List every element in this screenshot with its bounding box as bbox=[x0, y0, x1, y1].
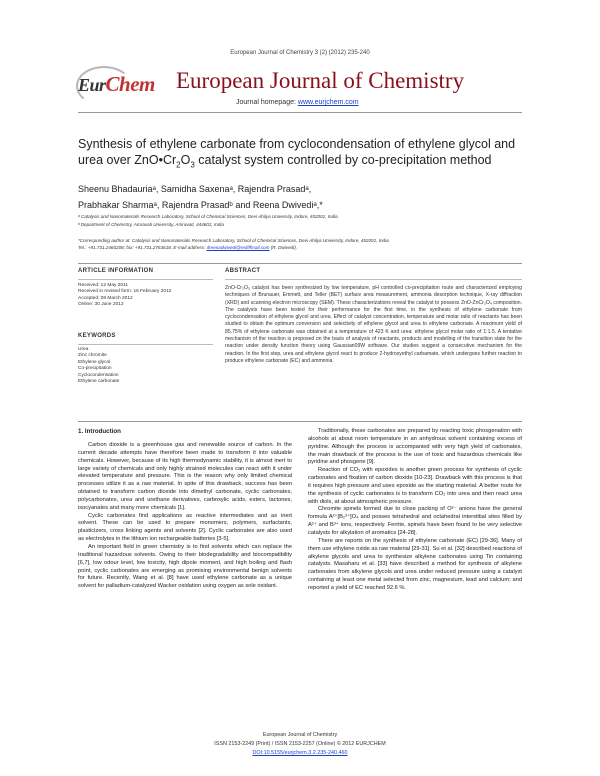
corresp-email-link[interactable]: dreenadwivedi@rediffmail.com bbox=[206, 244, 270, 250]
authors-line2: Prabhakar Sharmaᵃ, Rajendra Prasadᵇ and Reena Dwivediᵃ,* bbox=[78, 200, 323, 210]
keywords-heading: KEYWORDS bbox=[78, 333, 116, 339]
keyword-item: Co-precipitation bbox=[78, 366, 112, 372]
homepage-label: Journal homepage: bbox=[236, 99, 298, 106]
corresp-line1: *Corresponding author at: Catalysis and Nanomaterials Research Laboratory, School of Chemical Sciences, Devi Ahilya University, Indore, 452001, India. bbox=[78, 238, 390, 243]
keyword-item: Urea bbox=[78, 347, 89, 352]
intro-paragraph: There are reports on the synthesis of ethylene carbonate (EC) [29-36]. Many of them use ethylene oxide as raw material [29-31]. Su et al. [32] described reactions of alkylene glycols and urea to synthesize alkylene carbonates using Tin containing catalysts. Masaharu et al. [33] have described a method for synthesis of alkylene carbonates from alkylene glycols and urea under reduced pressure using a catalyst containing at least one metal selected from zinc, magnesium, lead and calcium; and reported a yield of EC reached 92.6 %. bbox=[308, 537, 522, 591]
intro-heading: 1. Introduction bbox=[78, 428, 121, 435]
doi-link[interactable]: DOI:10.5155/eurjchem.3.2.235-240.460 bbox=[252, 750, 348, 756]
paper-title-sub1: 2 bbox=[176, 160, 181, 170]
intro-paragraph: Reaction of CO₂ with epoxides is another green process for synthesis of cyclic carbonates and fixation of carbon dioxide [10-23]. Drawback with this process is that it requires high pressure and uses epoxide as the starting material. A better route for the synthesis of cyclic carbonates is to transform CO₂ into urea and then react urea with diols, at about atmospheric pressure. bbox=[308, 467, 522, 505]
header-rule bbox=[78, 112, 522, 113]
keyword-item: Ethylene glycol bbox=[78, 359, 111, 365]
authors-line1: Sheenu Bhadauriaᵃ, Samidha Saxenaᵃ, Rajendra Prasadᵃ, bbox=[78, 184, 312, 194]
homepage-link[interactable]: www.eurjchem.com bbox=[297, 99, 359, 106]
paper-title-part1: Synthesis of ethylene carbonate from cyclocondensation of ethylene glycol and urea over ZnO•Cr bbox=[78, 137, 516, 167]
body-right-column bbox=[308, 428, 522, 593]
running-head: European Journal of Chemistry 3 (2) (2012) 235-240 bbox=[230, 50, 370, 56]
online-date: Online: 30 June 2012 bbox=[78, 302, 124, 308]
intro-paragraph: Chromite spinels formed due to close packing of O²⁻ anions have the general formula A²⁺[B₂³⁺]O₄ and posses tetrahedral and octahedral interstitial sites filled by A²⁺ and B³⁺ ions, respectively. Ferrite, spinels have been found to be very selective catalysts for alkylation of aromatics [24-28]. bbox=[308, 506, 522, 536]
paper-title-mid: O bbox=[180, 153, 191, 167]
journal-logo bbox=[78, 64, 158, 106]
intro-paragraph: An important field in green chemistry is to find solvents which can replace the traditional hazardous solvents. Owing to their biodegradability and biocompatibility [6,7], low odour level, low toxicity, high dipole moment, and high boiling and flash point, cyclic carbonates are emerging as promising environmental benign solvents for future. Recently, Wang et al. [8] have used ethylene carbonate as a unique solvent for palladium-catalyzed Wacker oxidation using oxygen as sole oxidant. bbox=[78, 543, 292, 590]
keyword-item: Cyclocondensation bbox=[78, 372, 119, 378]
authors bbox=[78, 181, 522, 213]
affiliations bbox=[78, 213, 522, 229]
logo-text-eur: Eur bbox=[78, 75, 106, 95]
paper-title-part2: catalyst system controlled by co-precipitation method bbox=[194, 153, 492, 167]
journal-title: European Journal of Chemistry bbox=[176, 68, 465, 93]
keywords-list bbox=[78, 347, 218, 385]
accepted-date: Accepted: 08 March 2012 bbox=[78, 295, 133, 301]
abstract-heading: ABSTRACT bbox=[225, 268, 261, 274]
article-info-heading: ARTICLE INFORMATION bbox=[78, 268, 154, 274]
paper-title bbox=[78, 136, 522, 174]
keyword-item: Ethylene carbonate bbox=[78, 379, 120, 385]
keyword-item: Zinc chromite bbox=[78, 353, 107, 359]
revised-date: Received in revised form: 16 February 2012 bbox=[78, 289, 172, 295]
abstract-rule bbox=[225, 279, 522, 280]
keywords-rule bbox=[78, 344, 213, 345]
paper-title-sub2: 3 bbox=[190, 160, 195, 170]
journal-homepage bbox=[236, 99, 359, 106]
logo-text-chem: Chem bbox=[105, 72, 155, 96]
intro-paragraph: Traditionally, these carbonates are prepared by reacting toxic phosgenation with alcohols at about room temperature in an anhydrous solvent containing excess of pyridine. Although the process is accompanied with very high yield of carbonates, the main drawback of the process is the use of toxic and hazardous chemicals like pyridine and phosgene [9]. bbox=[308, 428, 522, 466]
article-info-rule bbox=[78, 279, 213, 280]
affiliation-a: ᵃ Catalysis and Nanomaterials Research Laboratory, School of Chemical Sciences, Devi Ahilya University, Indore, 452001, India bbox=[78, 214, 338, 219]
footer-issn: ISSN 2153-2249 (Print) / ISSN 2153-2257 (Online) © 2012 EURJCHEM bbox=[214, 741, 386, 747]
intro-paragraph: Carbon dioxide is a greenhouse gas and renewable source of carbon. In the current decade attempts have therefore been made to transform it into valuable chemicals. However, because of its high thermodynamic stability, it is almost inert to large variety of chemicals and only highly strained molecules can react with it under elevated temperature and pressure. This is the reason why only limited chemical processes utilize it as a raw material. In spite of this drawback, success has been obtained to transform carbon dioxide into dimethyl carbonate, cyclic carbonates, polycarbonates, urea and urethane derivatives, carboxylic acids, esters, lactones, isocyanates and many more chemicals [1]. bbox=[78, 442, 292, 511]
abstract-bottom-rule bbox=[78, 421, 522, 422]
footer-doi bbox=[0, 750, 600, 756]
corresp-contact: Tel.: +91.731.2460208; fax: +91.731.2763618. E-mail address: bbox=[78, 244, 207, 250]
body-left-column bbox=[78, 442, 292, 591]
received-date: Received: 12 May 2011 bbox=[78, 283, 129, 288]
corresponding-author bbox=[78, 238, 522, 251]
affiliation-b: ᵇ Department of Chemistry, Amravati University, Amravati, 444602, India bbox=[78, 222, 224, 227]
corresp-suffix: (R. Dwivedi). bbox=[269, 244, 298, 250]
article-history bbox=[78, 283, 218, 309]
footer-journal: European Journal of Chemistry bbox=[262, 732, 338, 738]
abstract-text: ZnO-Cr₂O₃ catalyst has been synthesized by low temperature, pH controlled co-precipitation route and characterized employing techniques of Brunauer, Emmett, and Teller (BET) surface area measurement, ammonia desorption technique, X-ray diffraction (XRD) and scanning electron microscopy (SEM). These characterizations reveal the catalyst to possess ZnO-ZnCr₂O₄ composition. The catalysts have been tested for their performance for the first time, in the synthesis of ethylene carbonate from cyclocondensation of ethylene glycol and urea. Effect of catalyst concentration, temperature and molar ratio of reactants has been studied to obtain the optimum conversion and selectivity of ethylene glycol and urea to ethylene carbonate. A maximum yield of 85.75% of ethylene carbonate was obtained at a temperature of 423 K and urea: ethylene glycol molar ratio of 1:1.5. A tentative mechanism of the reaction is proposed on the basis of analysis of reactants, products and modelling of the transition state for the reaction under density function theory using Gaussian09W software. Our studies suggest a consecutive mechanism for the reaction. In the first step, urea and ethylene glycol react to produce 2-hydroxyethyl carbamate, which undergoes further reaction to produce ethylene carbonate (EC) and ammonia. bbox=[225, 285, 522, 364]
info-top-rule bbox=[78, 263, 522, 264]
intro-paragraph: Cyclic carbonates find applications as reactive intermediates and as inert solvent. These can be used to prepare monomers, polymers, surfactants, plasticizers, cross linking agents and solvents [2]. Cyclic carbonates are also used as electrolytes in the lithium ion rechargeable batteries [3-5]. bbox=[78, 512, 292, 543]
